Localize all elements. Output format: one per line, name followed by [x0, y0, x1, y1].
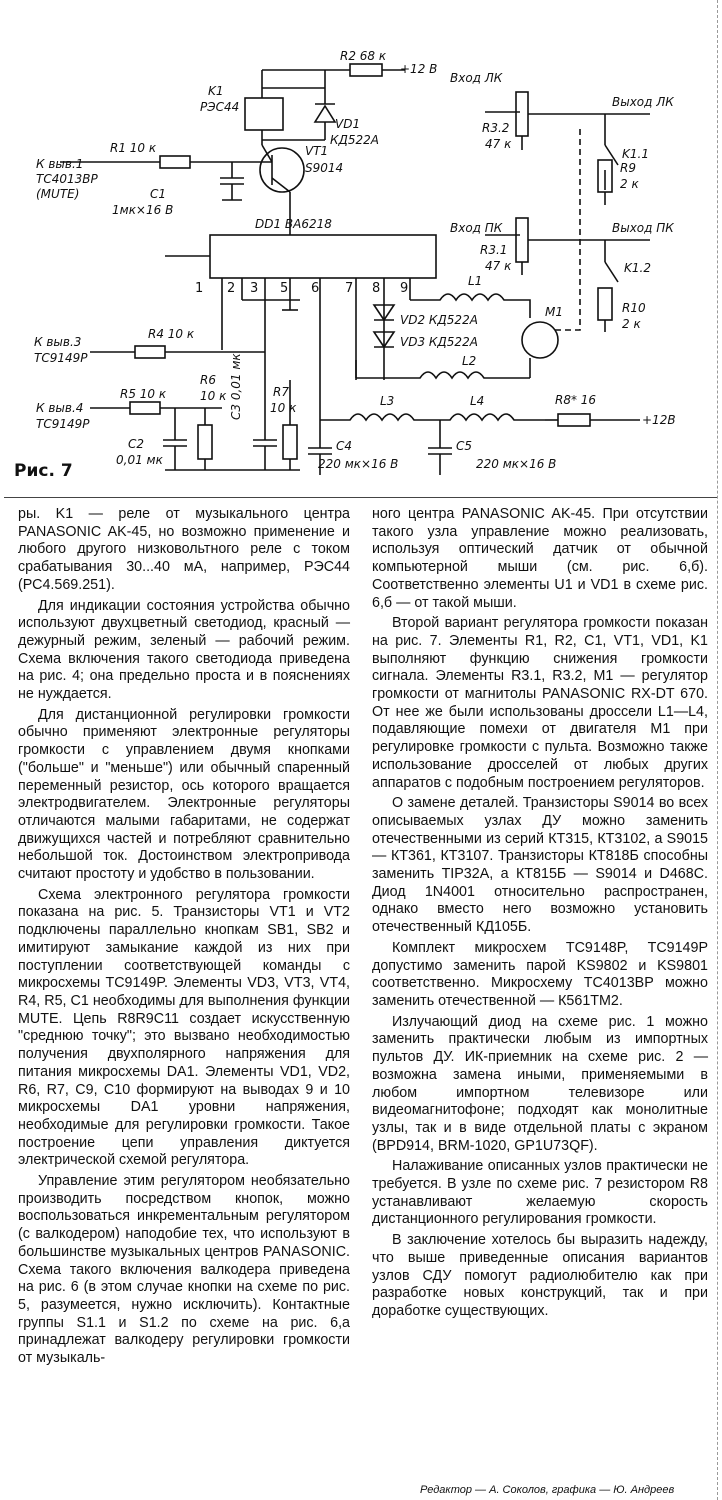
label-r31-value: 47 к — [485, 259, 512, 273]
label-mute-in-3: (MUTE) — [36, 187, 80, 201]
resistor-r7 — [283, 425, 297, 459]
pin-1: 1 — [195, 281, 204, 296]
chip-dd1 — [210, 235, 436, 278]
label-supply-top: +12 В — [400, 62, 438, 76]
motor-m1 — [522, 322, 558, 358]
label-in-lk: Вход ЛК — [450, 71, 503, 85]
label-c2-value: 0,01 мк — [116, 453, 163, 467]
pin-7: 7 — [345, 281, 354, 296]
label-r9-ref: R9 — [620, 161, 636, 175]
pin-9: 9 — [400, 281, 409, 296]
label-c1-ref: C1 — [150, 187, 167, 201]
paragraph: ры. K1 — реле от музыкального центра PANASONIC AK-45, но возможно применение и любого другого низковольтного реле с током срабатывания 30...40 мА, например, РЭС44 (РС4.569.251). — [18, 506, 350, 593]
label-in-pk: Вход ПК — [450, 221, 503, 235]
label-r6-value: 10 к — [200, 389, 227, 403]
label-vt1-type: S9014 — [305, 161, 344, 175]
paragraph: ного центра PANASONIC AK-45. При отсутствии такого узла управление можно реализовать, используя оптический датчик от обычной компьютерной мыши (см. рис. 6,б). Соответственно элементы U1 и VD1 в схеме рис. 6,б — от такой мыши. — [372, 506, 708, 611]
label-r8: R8* 16 — [555, 393, 597, 407]
label-l2: L2 — [462, 354, 477, 368]
label-r1: R1 10 к — [110, 141, 157, 155]
label-r10-value: 2 к — [622, 317, 641, 331]
label-vd1-type: КД522А — [330, 133, 380, 147]
label-k11: K1.1 — [622, 147, 649, 161]
label-r31-ref: R3.1 — [480, 243, 508, 257]
label-m1: M1 — [545, 305, 563, 319]
label-mute-in-2: TC4013ВР — [36, 172, 98, 186]
label-out-pk: Выход ПК — [612, 221, 674, 235]
article-column-right — [372, 506, 708, 1324]
resistor-r5 — [130, 402, 160, 414]
resistor-r8 — [558, 414, 590, 426]
paragraph: О замене деталей. Транзисторы S9014 во всех описываемых узлах ДУ можно заменить отечественными из серий КТ315, КТ3102, а S9015 — КТ361, КТ3107. Транзисторы КТ818Б способны заменить TIP32A, а КТ815Б — S9014 и D468C. Диод 1N4001 относительно распространен, однако вместо него возможно установить отечественный КД105Б. — [372, 795, 708, 936]
label-k1-type: РЭС44 — [200, 100, 240, 114]
label-c2-ref: C2 — [128, 437, 145, 451]
label-r6-ref: R6 — [200, 373, 216, 387]
relay-k1 — [245, 98, 283, 130]
page-edge — [717, 0, 722, 1500]
label-in4-2: TC9149Р — [36, 417, 90, 431]
resistor-r10 — [598, 288, 612, 320]
paragraph: В заключение хотелось бы выразить надежду, что выше приведенные описания вариантов узлов СДУ помогут радиолюбителю как при разработке новых конструкций, так и при доработке существующих. — [372, 1232, 708, 1319]
label-vd3: VD3 КД522А — [400, 335, 478, 349]
label-vd1-ref: VD1 — [335, 117, 361, 131]
potentiometer-r32 — [516, 92, 528, 136]
editor-credits: Редактор — А. Соколов, графика — Ю. Андреев — [420, 1484, 675, 1496]
label-mute-in-1: К выв.1 — [36, 157, 84, 171]
label-r5: R5 10 к — [120, 387, 167, 401]
label-out-lk: Выход ЛК — [612, 95, 674, 109]
pin-6: 6 — [311, 281, 320, 296]
article-column-left — [18, 506, 350, 1371]
diode-vd1 — [315, 106, 335, 122]
label-l1: L1 — [468, 274, 483, 288]
label-r4: R4 10 к — [148, 327, 195, 341]
potentiometer-r31 — [516, 218, 528, 262]
label-supply-right: +12В — [642, 413, 676, 427]
label-c4-ref: C4 — [336, 439, 353, 453]
label-in3-1: К выв.3 — [34, 335, 82, 349]
label-r7-ref: R7 — [273, 385, 289, 399]
resistor-r1 — [160, 156, 190, 168]
paragraph: Комплект микросхем TC9148P, TC9149P допустимо заменить парой KS9802 и KS9801 соответственно. Микросхему TC4013BP можно заменить отечественной — К561ТМ2. — [372, 939, 708, 1009]
circuit-diagram-fig7 — [0, 0, 722, 500]
label-r7-value: 10 к — [270, 401, 297, 415]
paragraph: Для дистанционной регулировки громкости обычно применяют электронные регуляторы громкости с управлением двумя кнопками ("больше" и "меньше") или обычный спаренный переменный резистор, ось которого вращается электродвигателем. Электронные регуляторы отличаются малыми габаритами, не содержат движущихся частей и потребляют сравнительно небольшой ток. Достоинством электропривода считают простоту и удобство в пользовании. — [18, 706, 350, 883]
label-vd2: VD2 КД522А — [400, 313, 478, 327]
paragraph: Схема электронного регулятора громкости показана на рис. 5. Транзисторы VT1 и VT2 подключены параллельно кнопкам SB1, SB2 и имитируют замыкание каждой из них при поступлении соответствующей команды с микросхемы TC9149P. Элементы VD3, VT3, VT4, R4, R5, C1 необходимы для выполнения функции MUTE. Цепь R8R9C11 создает искусственную "среднюю точку"; это вызвано необходимостью получения двухполярного напряжения для питания микросхемы DA1. Элементы VD1, VD2, R6, R7, C9, C10 формируют на выводах 9 и 10 микросхемы DA1 уровни напряжения, необходимые для регулировки громкости. Такое построение цепи управления диктуется электрической схемой регулятора. — [18, 886, 350, 1169]
label-vt1-ref: VT1 — [305, 144, 329, 158]
label-c5-value: 220 мк×16 В — [476, 457, 557, 471]
pin-2: 2 — [227, 281, 236, 296]
resistor-r6 — [198, 425, 212, 459]
paragraph: Второй вариант регулятора громкости показан на рис. 7. Элементы R1, R2, C1, VT1, VD1, K1 выполняют функцию снижения громкости сигнала. Элементы R3.1, R3.2, M1 — регулятор громкости от магнитолы PANASONIC RX-DT 670. От нее же были использованы дроссели L1—L4, подавляющие помехи от двигателя M1 при регулировке громкости с пульта. Возможно также использование дросселей от любых других аппаратов с подобным построением регуляторов. — [372, 615, 708, 791]
resistor-r2 — [350, 64, 382, 76]
label-r2: R2 68 к — [340, 49, 387, 63]
paragraph: Управление этим регулятором необязательно производить посредством кнопок, можно воспользоваться инкрементальным регулятором (с валкодером) наподобие тех, что используют в большинстве музыкальных центров PANASONIC. Схема такого включения валкодера приведена на рис. 6 (в этом случае кнопки на схеме по рис. 5, разумеется, нужно исключить). Контактные группы S1.1 и S1.2 по схеме на рис. 6,а принадлежат валкодеру регулировки громкости от музыкаль- — [18, 1173, 350, 1367]
label-in3-2: TC9149Р — [34, 351, 88, 365]
paragraph: Для индикации состояния устройства обычно используют двухцветный светодиод, красный — дежурный режим, зеленый — рабочий режим. Схема включения такого светодиода приведена на рис. 4; она предельно проста и в пояснениях не нуждается. — [18, 597, 350, 703]
label-c3: C3 0,01 мк — [229, 353, 243, 420]
label-r32-ref: R3.2 — [482, 121, 510, 135]
resistor-r4 — [135, 346, 165, 358]
label-c4-value: 220 мк×16 В — [318, 457, 399, 471]
figure-caption: Рис. 7 — [14, 461, 73, 481]
separator-line — [4, 497, 717, 498]
label-r32-value: 47 к — [485, 137, 512, 151]
inductor-l2 — [356, 372, 530, 378]
label-r10-ref: R10 — [622, 301, 646, 315]
pin-5: 5 — [280, 281, 289, 296]
inductor-l4 — [440, 414, 545, 420]
inductor-l3 — [320, 414, 440, 420]
label-k12: K1.2 — [624, 261, 651, 275]
label-c5-ref: C5 — [456, 439, 473, 453]
label-l4: L4 — [470, 394, 485, 408]
label-r9-value: 2 к — [620, 177, 639, 191]
label-l3: L3 — [380, 394, 395, 408]
label-dd1: DD1 BA6218 — [255, 217, 332, 231]
label-c1-value: 1мк×16 В — [112, 203, 174, 217]
paragraph: Налаживание описанных узлов практически не требуется. В узле по схеме рис. 7 резистором R8 устанавливают желаемую скорость дистанционного регулирования громкости. — [372, 1158, 708, 1228]
pin-3: 3 — [250, 281, 259, 296]
label-in4-1: К выв.4 — [36, 401, 84, 415]
label-k1-ref: K1 — [208, 84, 224, 98]
pin-8: 8 — [372, 281, 381, 296]
paragraph: Излучающий диод на схеме рис. 1 можно заменить практически любым из импортных пультов ДУ. ИК-приемник на схеме рис. 2 — возможна замена иными, применяемыми в любом импортном телевизоре или видеомагнитофоне; подходят как монолитные узлы, так и в виде отдельной платы с экраном (BPD914, BRM-1020, GP1U73QF). — [372, 1013, 708, 1154]
